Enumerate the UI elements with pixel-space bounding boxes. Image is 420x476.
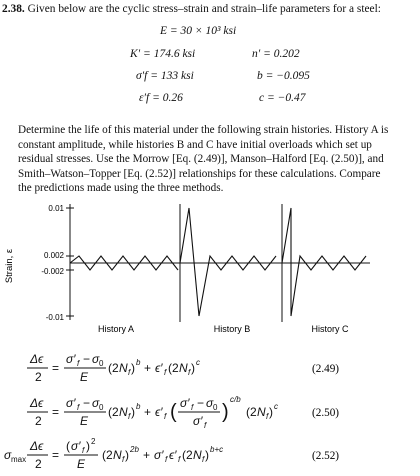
- eq-glyph: f: [188, 368, 191, 377]
- param-E: E = 30 × 10³ ksi: [160, 25, 237, 37]
- eq-glyph: σ: [4, 448, 12, 462]
- eq-glyph: 0: [213, 403, 218, 412]
- eq-glyph: σ′: [71, 439, 81, 453]
- strain-history-figure: [0, 196, 420, 336]
- eq-glyph: E: [77, 457, 86, 471]
- eq-glyph: b: [136, 358, 141, 367]
- eq-glyph: ϵ′: [169, 448, 177, 462]
- y-axis-label: Strain, ε: [4, 248, 15, 284]
- eq-glyph: =: [52, 361, 60, 375]
- equation-number: (2.52): [312, 450, 340, 462]
- history-b-trace: [180, 208, 276, 316]
- tick-label-0.01: 0.01: [48, 204, 64, 213]
- eq-glyph: =: [52, 448, 60, 462]
- eq-glyph: f: [191, 403, 194, 412]
- eq-glyph: +: [143, 448, 151, 462]
- problem-text: Given below are the cyclic stress–strain and strain–life parameters for a steel:: [27, 3, 381, 15]
- param-sigma-f: σ′f = 133 ksi: [136, 70, 194, 82]
- eq-glyph: σ′: [66, 396, 76, 410]
- history-c-trace: [282, 208, 366, 316]
- eq-glyph: f: [164, 412, 167, 421]
- eq-glyph: N: [119, 361, 128, 375]
- paragraph-line: constant amplitude, while histories B and C have initial overloads which set up: [18, 138, 372, 151]
- eq-glyph: E: [80, 414, 89, 428]
- eq-glyph: c: [196, 358, 200, 367]
- eq-glyph: f: [128, 412, 131, 421]
- eq-glyph: f: [165, 455, 168, 464]
- eq-glyph: Δϵ: [30, 396, 44, 410]
- paragraph-line: the predictions made using the three methods.: [18, 182, 224, 195]
- eq-glyph: f: [266, 412, 269, 421]
- eq-glyph: N: [193, 448, 202, 462]
- equation-2-52: [0, 437, 420, 475]
- tick-label-0.002: 0.002: [43, 251, 64, 260]
- eq-glyph: 2: [35, 414, 42, 428]
- eq-glyph: ): [205, 448, 209, 462]
- equation-2-49: [0, 350, 420, 388]
- eq-glyph: 0: [99, 403, 104, 412]
- param-b: b = −0.095: [257, 70, 310, 82]
- eq-glyph: (: [170, 401, 177, 423]
- eq-glyph: 0: [99, 359, 104, 368]
- param-eps-f: ε′f = 0.26: [139, 92, 183, 104]
- eq-glyph: ϵ′: [155, 405, 163, 419]
- eq-glyph: σ: [92, 352, 100, 366]
- eq-glyph: ): [131, 405, 135, 419]
- paragraph-line: Smith–Watson–Topper [Eq. (2.52)] relationships for these calculations. Compare: [18, 167, 381, 180]
- history-a-caption: History A: [97, 324, 135, 334]
- problem-statement: [2, 3, 381, 15]
- eq-glyph: −: [197, 396, 205, 410]
- eq-glyph: f: [204, 421, 207, 430]
- eq-glyph: ): [222, 401, 229, 423]
- eq-glyph: (: [66, 439, 70, 453]
- param-c: c = −0.47: [259, 92, 306, 104]
- eq-glyph: N: [113, 448, 122, 462]
- eq-glyph: (2: [182, 448, 193, 462]
- eq-glyph: σ′: [193, 414, 203, 428]
- eq-glyph: (2: [108, 405, 119, 419]
- eq-glyph: +: [144, 405, 152, 419]
- tick-label-neg-0.002: -0.002: [41, 267, 64, 276]
- history-c-caption: History C: [311, 324, 349, 334]
- eq-glyph: σ′: [180, 396, 190, 410]
- eq-glyph: (2: [246, 405, 257, 419]
- eq-glyph: f: [202, 455, 205, 464]
- eq-glyph: 2: [35, 370, 42, 384]
- eq-glyph: f: [164, 368, 167, 377]
- eq-glyph: f: [122, 455, 125, 464]
- eq-glyph: ): [269, 405, 273, 419]
- problem-number: 2.38.: [2, 3, 25, 15]
- eq-glyph: σ′: [66, 352, 76, 366]
- equation-number: (2.49): [312, 363, 340, 375]
- eq-glyph: E: [80, 370, 89, 384]
- problem-paragraph: [18, 123, 416, 196]
- equation-2-50: [0, 393, 420, 433]
- eq-glyph: σ: [206, 396, 214, 410]
- eq-glyph: ): [125, 448, 129, 462]
- eq-glyph: f: [178, 455, 181, 464]
- eq-glyph: 2: [35, 457, 42, 471]
- eq-glyph: ): [86, 439, 90, 453]
- eq-glyph: f: [77, 403, 80, 412]
- eq-glyph: =: [52, 405, 60, 419]
- eq-glyph: max: [11, 455, 27, 464]
- eq-glyph: ϵ′: [155, 361, 163, 375]
- eq-glyph: 2: [91, 437, 96, 446]
- eq-glyph: N: [119, 405, 128, 419]
- paragraph-line: residual stresses. Use the Morrow [Eq. (2.49)], Manson–Halford [Eq. (2.50)], and: [18, 153, 384, 166]
- eq-glyph: Δϵ: [30, 352, 44, 366]
- eq-glyph: ): [191, 361, 195, 375]
- eq-glyph: b: [136, 402, 141, 411]
- eq-glyph: +: [144, 361, 152, 375]
- eq-glyph: ): [131, 361, 135, 375]
- param-n-prime: n′ = 0.202: [252, 48, 300, 60]
- eq-glyph: (2: [108, 361, 119, 375]
- equation-number: (2.50): [312, 407, 340, 419]
- paragraph-line: Determine the life of this material under the following strain histories. History A is: [18, 124, 389, 136]
- eq-glyph: σ: [92, 396, 100, 410]
- eq-glyph: b+c: [210, 445, 224, 454]
- tick-label-neg-0.01: -0.01: [45, 313, 64, 322]
- eq-glyph: c: [274, 402, 278, 411]
- history-b-caption: History B: [213, 324, 251, 334]
- eq-glyph: σ′: [154, 448, 164, 462]
- eq-glyph: f: [82, 446, 85, 455]
- eq-glyph: −: [83, 396, 91, 410]
- eq-glyph: c/b: [230, 395, 241, 404]
- eq-glyph: N: [257, 405, 266, 419]
- eq-glyph: −: [83, 352, 91, 366]
- eq-glyph: f: [77, 359, 80, 368]
- eq-glyph: f: [128, 368, 131, 377]
- eq-glyph: (2: [168, 361, 179, 375]
- eq-glyph: N: [179, 361, 188, 375]
- eq-glyph: (2: [102, 448, 113, 462]
- eq-glyph: 2b: [130, 445, 139, 454]
- param-K-prime: K′ = 174.6 ksi: [130, 48, 196, 60]
- eq-glyph: Δϵ: [30, 439, 44, 453]
